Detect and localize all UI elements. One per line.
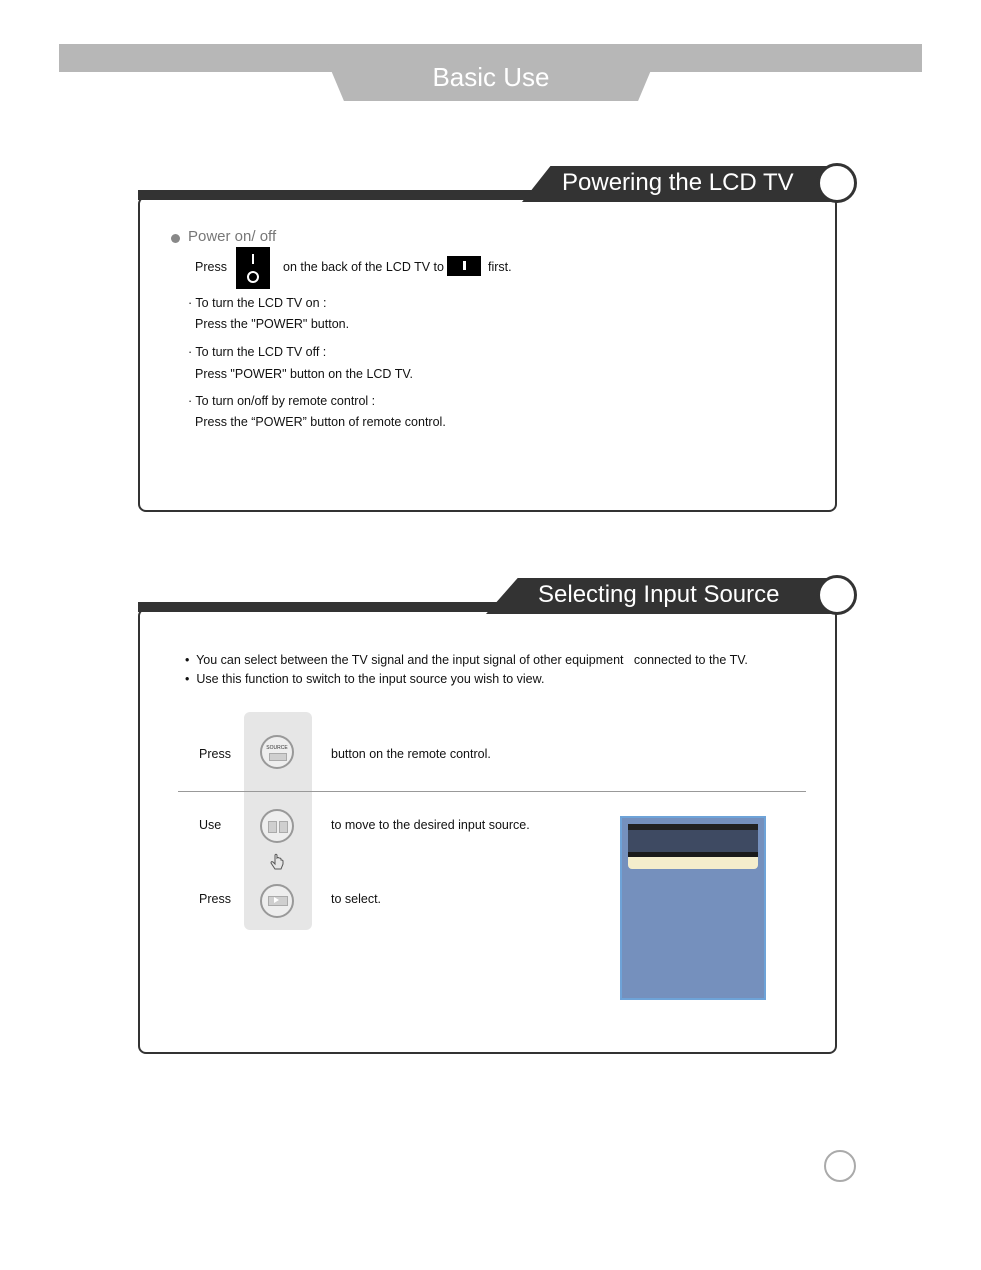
item-heading-remote: · To turn on/off by remote control :	[188, 394, 376, 408]
bullet-item: • Use this function to switch to the input source you wish to view.	[185, 672, 545, 686]
step2-verb: Use	[199, 818, 222, 832]
item-heading-on: · To turn the LCD TV on :	[188, 296, 327, 310]
menu-selected-item	[628, 857, 758, 869]
step3-text: to select.	[331, 892, 382, 906]
page-title: Basic Use	[432, 62, 550, 92]
powering-section-title: Powering the LCD TV	[562, 169, 794, 196]
step1-verb: Press	[199, 747, 231, 761]
press-end-text: first.	[488, 260, 512, 274]
item-text-remote: Press the “POWER” button of remote control.	[195, 415, 446, 429]
hand-pointer-icon	[268, 853, 286, 878]
item-heading-off: · To turn the LCD TV off :	[188, 345, 327, 359]
step3-verb: Press	[199, 892, 231, 906]
power-switch-icon	[236, 247, 270, 289]
switch-on-icon	[447, 256, 481, 276]
bullet-dot	[171, 234, 180, 243]
page-number-circle	[824, 1150, 856, 1182]
up-down-button-icon	[260, 809, 294, 843]
bullet-item: • You can select between the TV signal and the input signal of other equipment connected to the TV.	[185, 653, 748, 667]
section-circle	[817, 575, 857, 615]
divider	[178, 791, 806, 792]
source-button-icon	[260, 735, 294, 769]
step1-text: button on the remote control.	[331, 747, 491, 761]
item-text-off: Press "POWER" button on the LCD TV.	[195, 367, 413, 381]
press-mid-text: on the back of the LCD TV to	[283, 260, 444, 274]
section-circle	[817, 163, 857, 203]
source-label: SOURCE	[266, 745, 288, 751]
power-subheading: Power on/ off	[188, 228, 277, 245]
step2-text: to move to the desired input source.	[331, 818, 530, 832]
enter-button-icon	[260, 884, 294, 918]
input-source-section-title: Selecting Input Source	[538, 581, 780, 608]
item-text-on: Press the "POWER" button.	[195, 317, 350, 331]
press-word: Press	[195, 260, 227, 274]
menu-header	[628, 830, 758, 852]
